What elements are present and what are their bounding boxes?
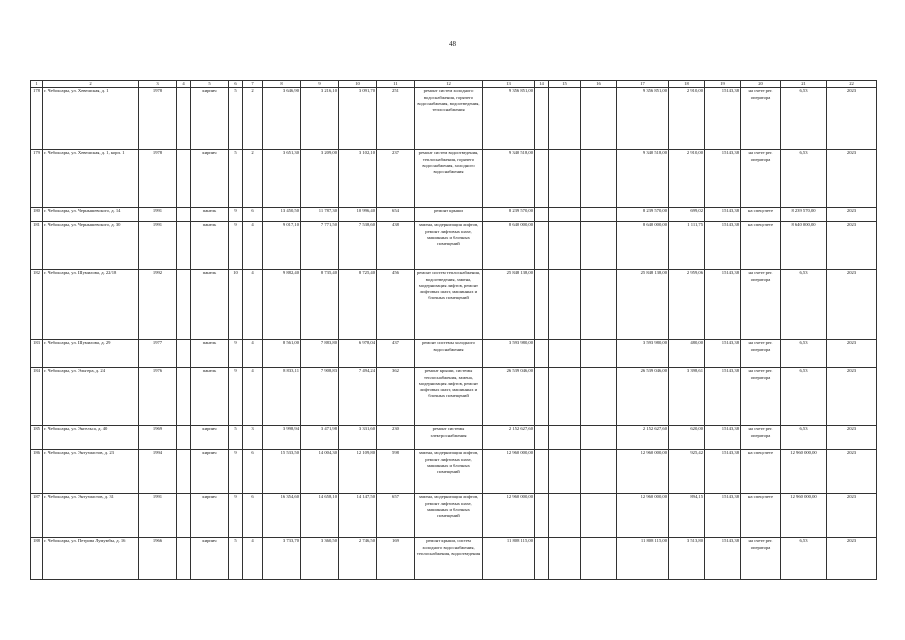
cell-c17: 8 239 570,00 [617,208,669,222]
cell-c22: 2023 [827,494,877,538]
cell-res: 237 [377,150,415,208]
cell-res: 654 [377,208,415,222]
cell-a2: 11 787,30 [301,208,339,222]
cell-year: 1976 [139,368,177,426]
cell-c18: 2 959,06 [669,270,705,340]
cell-fund: на счете рег. оператора [741,88,781,150]
cell-n: 184 [31,368,43,426]
cell-work: ремонт системы холодного водоснабжения [415,340,483,368]
cell-n: 183 [31,340,43,368]
cell-c21: 6,53 [781,150,827,208]
column-header: 15 [549,81,581,88]
cell-work: ремонт систем теплоснабжения, водоотведения, замена, модернизация лифтов, ремонт лифтовых шахт, машинных и блочных помещений [415,270,483,340]
cell-c21: 6,53 [781,426,827,450]
cell-mat: кирпич [191,88,229,150]
cell-mat: кирпич [191,450,229,494]
cell-res: 598 [377,450,415,494]
column-header: 20 [741,81,781,88]
cell-n: 187 [31,494,43,538]
cell-addr: г. Чебоксары, ул. Энтузиастов, д. 23 [43,450,139,494]
column-header: 17 [617,81,669,88]
cell-ent: 6 [243,208,263,222]
cell-ent: 2 [243,88,263,150]
cell-c19: 15143,38 [705,150,741,208]
cell-a3: 3 091,70 [339,88,377,150]
cell-mat: кирпич [191,150,229,208]
column-header: 19 [705,81,741,88]
cell-year: 1991 [139,494,177,538]
cell-c17: 12 960 000,00 [617,450,669,494]
cell-c18: 480,00 [669,340,705,368]
cell-empty [177,270,191,340]
cell-res: 251 [377,88,415,150]
cell-addr: г. Чебоксары, ул. Хевешская, д. 1, корп. 1 [43,150,139,208]
cell-res: 438 [377,222,415,270]
cell-c18: 2 910,00 [669,150,705,208]
cell-addr: г. Чебоксары, ул. Шумилова, д. 22/18 [43,270,139,340]
column-header: 8 [263,81,301,88]
cell-n: 178 [31,88,43,150]
cell-cost: 26 539 046,00 [483,368,535,426]
table-row [31,538,877,580]
cell-c22: 2023 [827,368,877,426]
cell-work: ремонт крыши, системы теплоснабжения, замена, модернизация лифтов, ремонт лифтовых шахт, машинных и блочных помещений [415,368,483,426]
cell-empty [581,340,617,368]
column-header: 1 [31,81,43,88]
cell-c19: 15143,38 [705,88,741,150]
cell-c17: 2 152 627,60 [617,426,669,450]
cell-work: замена, модернизация лифтов, ремонт лифтовых шахт, машинных и блочных помещений [415,494,483,538]
cell-year: 1978 [139,88,177,150]
cell-a3: 6 978,04 [339,340,377,368]
column-header: 2 [43,81,139,88]
cell-n: 186 [31,450,43,494]
cell-year: 1978 [139,150,177,208]
cell-addr: г. Чебоксары, ул. Чернышевского, д. 14 [43,208,139,222]
cell-ent: 4 [243,270,263,340]
cell-empty [581,88,617,150]
cell-mat: панель [191,270,229,340]
cell-empty [581,426,617,450]
cell-c18: 925,42 [669,450,705,494]
cell-c18: 620,00 [669,426,705,450]
cell-fund: на спецсчете [741,222,781,270]
cell-c19: 15143,38 [705,222,741,270]
cell-c22: 2023 [827,538,877,580]
cell-empty [535,88,549,150]
column-header: 18 [669,81,705,88]
cell-empty [535,426,549,450]
cell-empty [177,222,191,270]
cell-c19: 15143,38 [705,270,741,340]
cell-c19: 15143,38 [705,426,741,450]
cell-fund: на счете рег. оператора [741,150,781,208]
cell-empty [581,368,617,426]
cell-empty [177,88,191,150]
cell-fl: 5 [229,88,243,150]
cell-c22: 2023 [827,270,877,340]
cell-fund: на счете рег. оператора [741,538,781,580]
cell-a2: 7 771,50 [301,222,339,270]
cell-cost: 2 152 627,60 [483,426,535,450]
cell-fund: на счете рег. оператора [741,426,781,450]
column-header: 13 [483,81,535,88]
cell-ent: 4 [243,340,263,368]
cell-work: замена, модернизация лифтов, ремонт лифтовых шахт, машинных и блочных помещений [415,450,483,494]
cell-c21: 8 640 000,00 [781,222,827,270]
cell-a1: 8 833,11 [263,368,301,426]
column-header: 21 [781,81,827,88]
column-header: 12 [415,81,483,88]
cell-c22: 2023 [827,426,877,450]
column-header: 11 [377,81,415,88]
cell-a3: 12 109,80 [339,450,377,494]
cell-empty [177,494,191,538]
cell-year: 1994 [139,450,177,494]
cell-c18: 2 910,00 [669,88,705,150]
table-body [31,88,877,580]
cell-addr: г. Чебоксары, ул. Шумилова, д. 29 [43,340,139,368]
cell-c18: 3 513,80 [669,538,705,580]
cell-c17: 12 960 000,00 [617,494,669,538]
column-header: 16 [581,81,617,88]
cell-a2: 3 216,10 [301,88,339,150]
cell-n: 179 [31,150,43,208]
cell-cost: 12 960 000,00 [483,494,535,538]
cell-a2: 3 209,00 [301,150,339,208]
cell-empty [549,450,581,494]
cell-c19: 15143,38 [705,450,741,494]
column-header: 22 [827,81,877,88]
table-row [31,426,877,450]
cell-a2: 14 004,30 [301,450,339,494]
cell-empty [581,450,617,494]
cell-empty [581,150,617,208]
cell-empty [549,208,581,222]
cell-c17: 11 808 115,00 [617,538,669,580]
table-row [31,150,877,208]
cell-a1: 9 882,40 [263,270,301,340]
cell-addr: г. Чебоксары, ул. Энгельса, д. 40 [43,426,139,450]
register-table [30,80,877,580]
cell-empty [535,538,549,580]
cell-year: 1991 [139,222,177,270]
cell-fund: на счете рег. оператора [741,270,781,340]
cell-empty [177,426,191,450]
cell-empty [581,538,617,580]
cell-c21: 6,53 [781,340,827,368]
cell-mat: кирпич [191,494,229,538]
cell-res: 362 [377,368,415,426]
cell-c17: 9 356 851,00 [617,88,669,150]
table-row [31,270,877,340]
cell-fl: 9 [229,222,243,270]
cell-cost: 8 239 570,00 [483,208,535,222]
cell-cost: 12 960 000,00 [483,450,535,494]
cell-c19: 15143,38 [705,208,741,222]
cell-res: 657 [377,494,415,538]
cell-empty [549,340,581,368]
cell-c21: 8 239 570,00 [781,208,827,222]
cell-mat: панель [191,222,229,270]
cell-empty [549,150,581,208]
cell-a3: 8 725,40 [339,270,377,340]
cell-cost: 11 808 115,00 [483,538,535,580]
cell-c17: 3 593 980,00 [617,340,669,368]
cell-c21: 6,53 [781,270,827,340]
cell-a1: 3 646,90 [263,88,301,150]
cell-cost: 3 593 980,00 [483,340,535,368]
cell-c21: 12 960 000,00 [781,494,827,538]
cell-empty [535,450,549,494]
cell-fl: 5 [229,538,243,580]
cell-addr: г. Чебоксары, ул. Хевешская, д. 1 [43,88,139,150]
cell-c22: 2023 [827,450,877,494]
cell-empty [549,368,581,426]
cell-res: 230 [377,426,415,450]
cell-addr: г. Чебоксары, ул. Энтузиастов, д. 31 [43,494,139,538]
cell-c21: 12 960 000,00 [781,450,827,494]
cell-fund: на счете рег. оператора [741,340,781,368]
cell-fl: 9 [229,494,243,538]
cell-ent: 2 [243,150,263,208]
cell-empty [535,270,549,340]
column-header: 5 [191,81,229,88]
cell-fl: 9 [229,208,243,222]
cell-c22: 2023 [827,222,877,270]
cell-ent: 6 [243,450,263,494]
cell-ent: 4 [243,538,263,580]
cell-cost: 8 640 000,00 [483,222,535,270]
cell-a1: 3 651,30 [263,150,301,208]
cell-empty [535,208,549,222]
cell-a2: 7 883,80 [301,340,339,368]
table-row [31,208,877,222]
cell-c22: 2023 [827,150,877,208]
cell-res: 437 [377,340,415,368]
cell-c17: 26 539 046,00 [617,368,669,426]
cell-c17: 9 340 518,00 [617,150,669,208]
cell-ent: 3 [243,426,263,450]
cell-n: 185 [31,426,43,450]
cell-c18: 1 111,75 [669,222,705,270]
cell-fund: на спецсчете [741,208,781,222]
column-header: 6 [229,81,243,88]
cell-a1: 9 017,10 [263,222,301,270]
cell-a3: 2 746,50 [339,538,377,580]
cell-work: ремонт системы электроснабжения [415,426,483,450]
cell-empty [535,222,549,270]
cell-c17: 25 848 138,00 [617,270,669,340]
cell-a2: 8 735,40 [301,270,339,340]
cell-n: 181 [31,222,43,270]
cell-a3: 7 494,24 [339,368,377,426]
cell-year: 1969 [139,426,177,450]
cell-c19: 15143,38 [705,368,741,426]
cell-ent: 4 [243,368,263,426]
cell-c18: 894,15 [669,494,705,538]
cell-fl: 5 [229,426,243,450]
cell-a1: 15 533,50 [263,450,301,494]
table-row [31,368,877,426]
cell-mat: панель [191,368,229,426]
table-row [31,340,877,368]
cell-c19: 15143,38 [705,494,741,538]
cell-fund: на спецсчете [741,494,781,538]
cell-fl: 9 [229,340,243,368]
column-header: 10 [339,81,377,88]
cell-year: 1977 [139,340,177,368]
cell-ent: 6 [243,494,263,538]
cell-empty [177,368,191,426]
cell-a1: 16 354,60 [263,494,301,538]
page-number: 48 [449,40,456,48]
cell-c18: 3 398,61 [669,368,705,426]
cell-work: ремонт систем холодного водоснабжения, горячего водоснабжения, водоотведения, теплоснабжения [415,88,483,150]
cell-work: ремонт крыши, систем холодного водоснабжения, теплоснабжения, водоотведения [415,538,483,580]
column-header: 14 [535,81,549,88]
table-row [31,88,877,150]
cell-a1: 8 561,00 [263,340,301,368]
cell-empty [549,426,581,450]
cell-addr: г. Чебоксары, ул. Эльгера, д. 24 [43,368,139,426]
cell-a2: 3 360,50 [301,538,339,580]
cell-mat: панель [191,340,229,368]
table-row [31,494,877,538]
cell-empty [535,494,549,538]
cell-c22: 2023 [827,340,877,368]
cell-a3: 14 147,50 [339,494,377,538]
column-header: 4 [177,81,191,88]
cell-mat: кирпич [191,538,229,580]
cell-empty [177,340,191,368]
cell-c19: 15143,38 [705,340,741,368]
cell-fund: на счете рег. оператора [741,368,781,426]
cell-res: 456 [377,270,415,340]
cell-fl: 9 [229,450,243,494]
cell-n: 180 [31,208,43,222]
cell-empty [177,450,191,494]
column-header: 9 [301,81,339,88]
cell-n: 188 [31,538,43,580]
cell-a1: 3 998,94 [263,426,301,450]
cell-empty [549,538,581,580]
cell-fl: 5 [229,150,243,208]
cell-c21: 6,53 [781,88,827,150]
cell-c21: 6,53 [781,538,827,580]
cell-c17: 8 640 000,00 [617,222,669,270]
cell-a3: 3 102,10 [339,150,377,208]
cell-empty [535,340,549,368]
cell-a1: 3 733,70 [263,538,301,580]
cell-year: 1992 [139,270,177,340]
cell-fl: 10 [229,270,243,340]
cell-empty [581,222,617,270]
cell-addr: г. Чебоксары, ул. Чернышевского, д. 30 [43,222,139,270]
cell-empty [177,150,191,208]
cell-c18: 699,02 [669,208,705,222]
cell-cost: 9 340 518,00 [483,150,535,208]
cell-a2: 14 658,10 [301,494,339,538]
cell-mat: кирпич [191,426,229,450]
cell-empty [177,208,191,222]
column-header: 3 [139,81,177,88]
cell-mat: панель [191,208,229,222]
cell-year: 1966 [139,538,177,580]
cell-empty [177,538,191,580]
cell-cost: 25 848 138,00 [483,270,535,340]
column-header: 7 [243,81,263,88]
cell-cost: 9 356 851,00 [483,88,535,150]
cell-work: замена, модернизация лифтов, ремонт лифтовых шахт, машинных и блочных помещений [415,222,483,270]
cell-a3: 10 996,40 [339,208,377,222]
cell-c21: 6,53 [781,368,827,426]
cell-n: 182 [31,270,43,340]
cell-empty [549,222,581,270]
cell-ent: 4 [243,222,263,270]
cell-a2: 3 471,98 [301,426,339,450]
cell-empty [535,368,549,426]
table-row [31,450,877,494]
column-number-row [31,81,877,88]
cell-a3: 3 331,60 [339,426,377,450]
cell-c22: 2023 [827,208,877,222]
cell-empty [549,88,581,150]
cell-c19: 15143,38 [705,538,741,580]
cell-res: 169 [377,538,415,580]
cell-empty [581,270,617,340]
cell-year: 1991 [139,208,177,222]
cell-a1: 13 450,50 [263,208,301,222]
cell-c22: 2023 [827,88,877,150]
cell-a2: 7 908,83 [301,368,339,426]
cell-a3: 7 538,60 [339,222,377,270]
table-row [31,222,877,270]
cell-empty [535,150,549,208]
cell-empty [581,494,617,538]
cell-fl: 9 [229,368,243,426]
cell-addr: г. Чебоксары, ул. Петрова Лумумбы, д. 16 [43,538,139,580]
cell-empty [581,208,617,222]
cell-work: ремонт систем водоотведения, теплоснабжения, горячего водоснабжения, холодного водоснабжения [415,150,483,208]
cell-empty [549,270,581,340]
cell-work: ремонт крыши [415,208,483,222]
cell-empty [549,494,581,538]
cell-fund: на спецсчете [741,450,781,494]
